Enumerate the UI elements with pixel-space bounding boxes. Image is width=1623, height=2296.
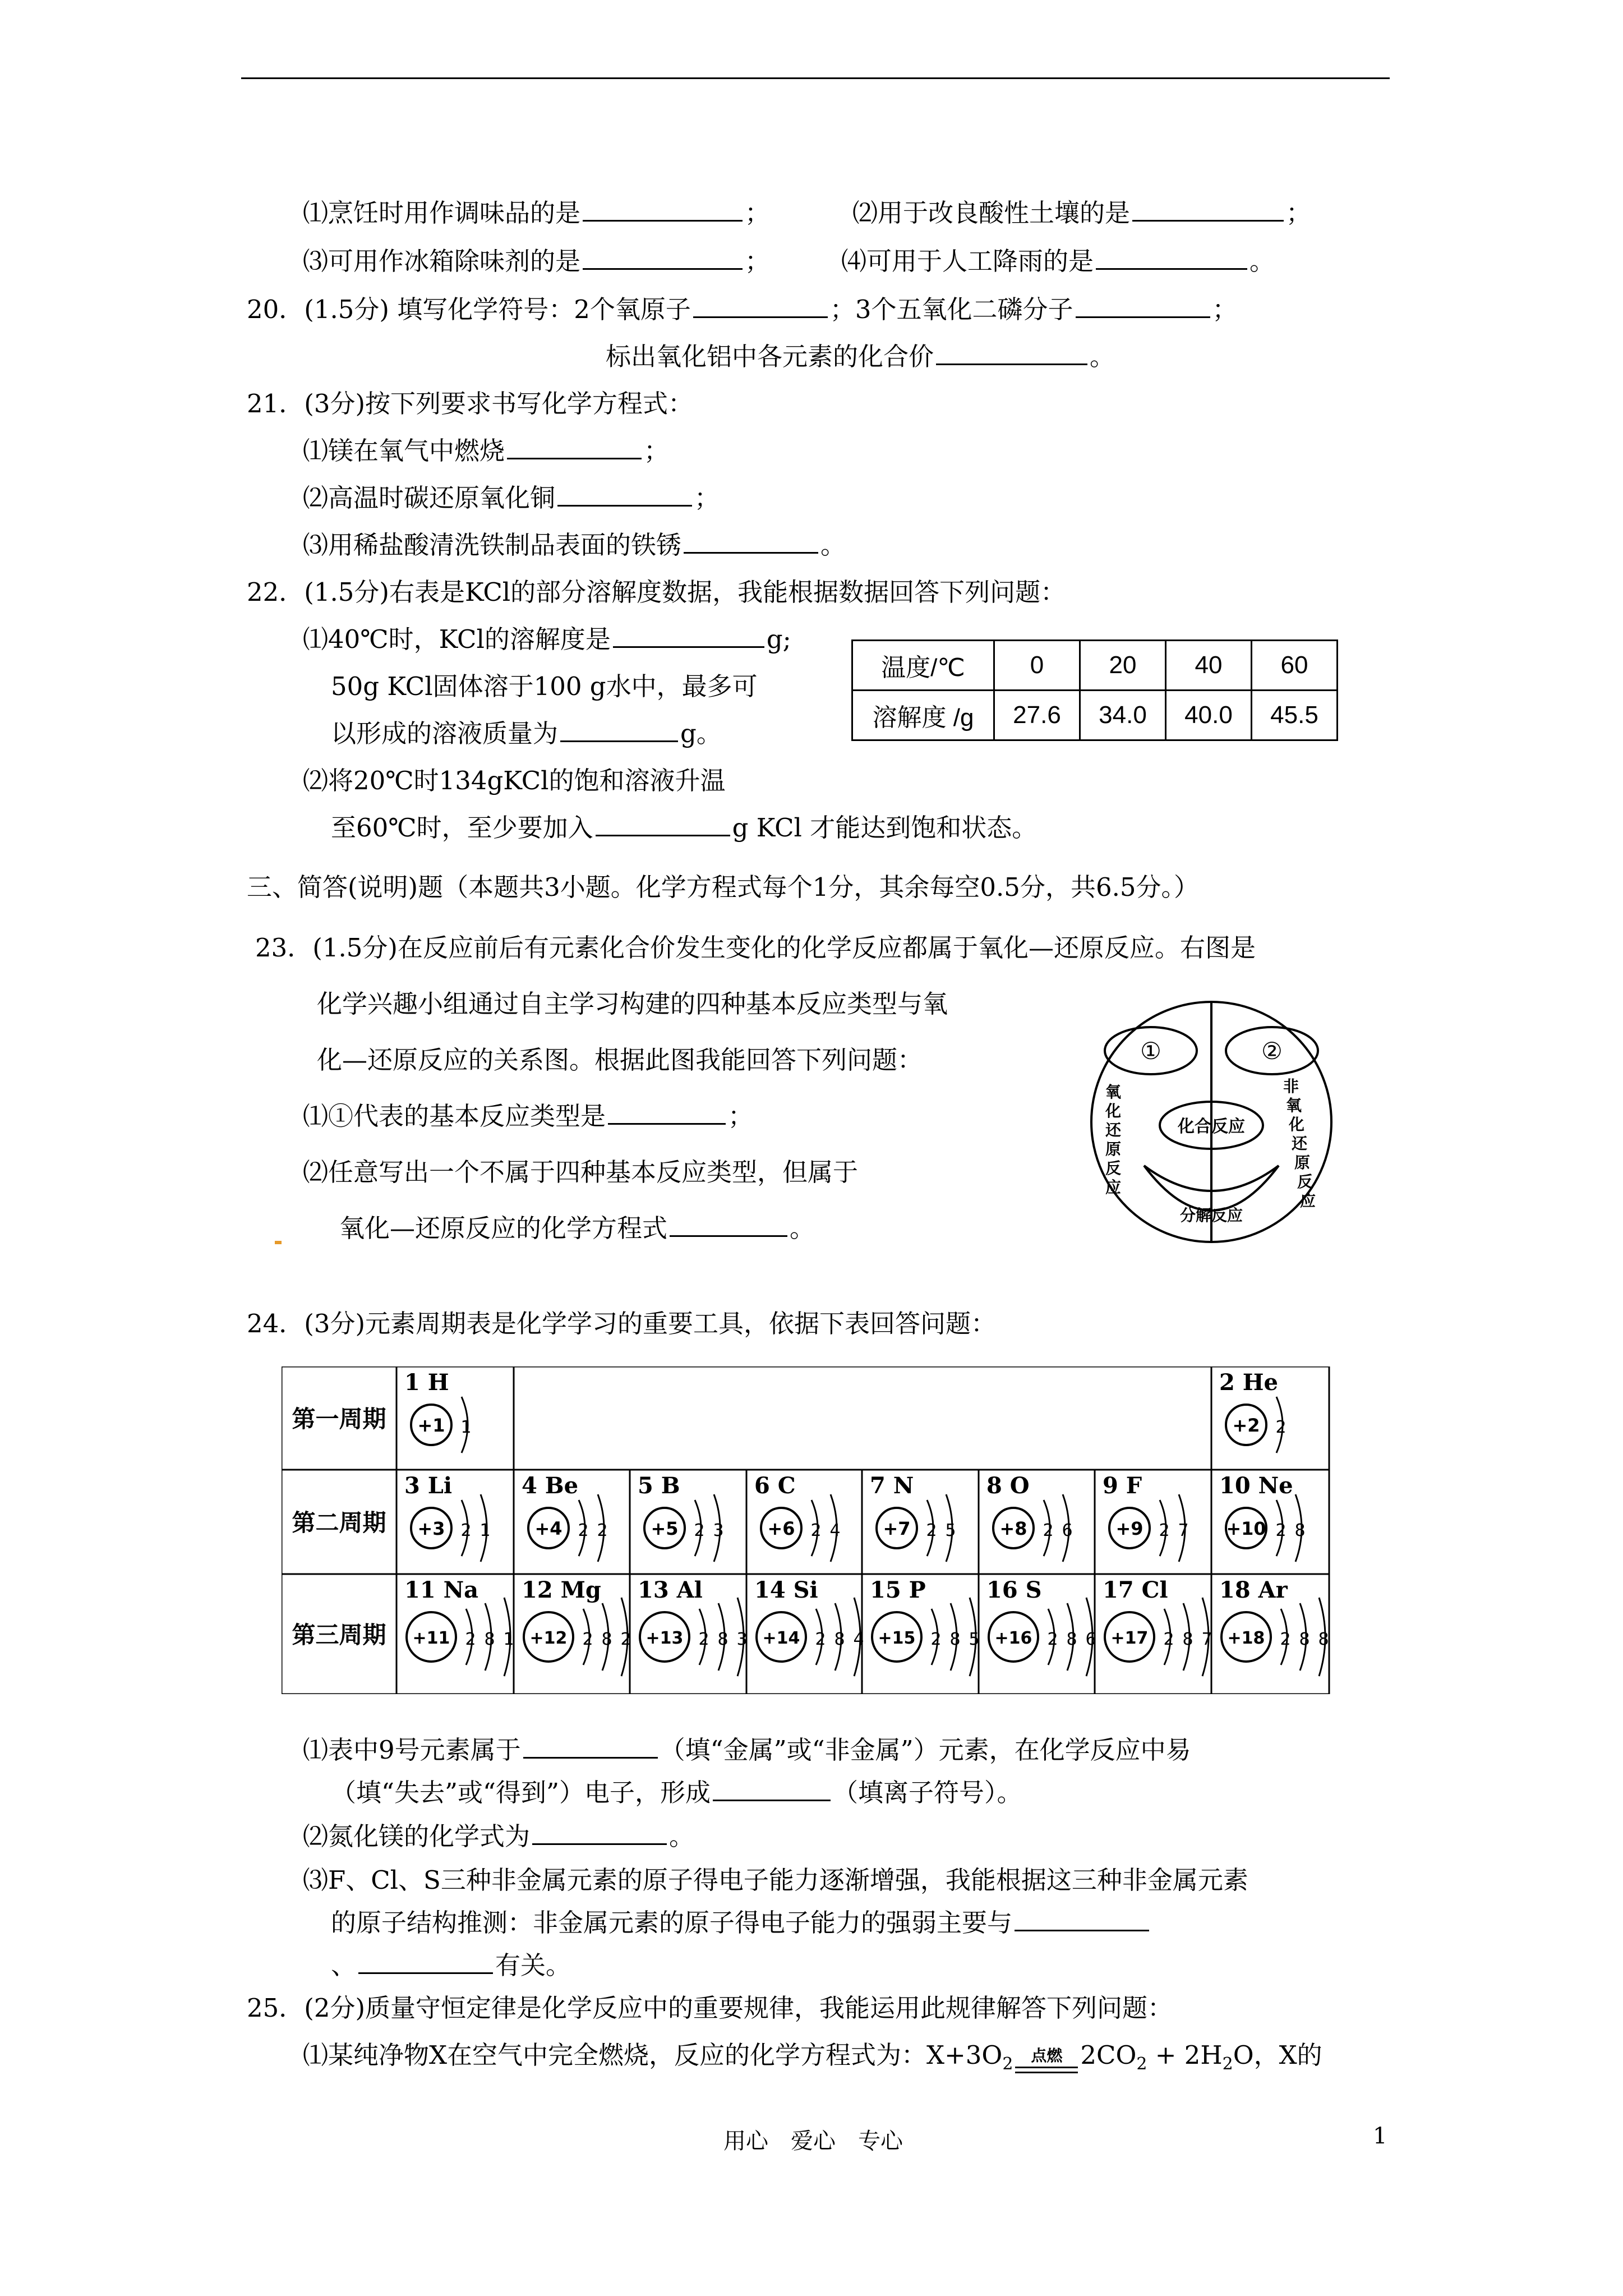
shell-electron-count: 7 bbox=[1201, 1630, 1212, 1649]
q21-head: 21．(3分)按下列要求书写化学方程式： bbox=[247, 389, 694, 418]
shell-electron-count: 6 bbox=[1062, 1521, 1073, 1540]
q23-line1: 23．(1.5分)在反应前后有元素化合价发生变化的化学反应都属于氧化—还原反应。右图是 bbox=[255, 933, 1256, 963]
element-label: 16 S bbox=[986, 1577, 1042, 1603]
answer-blank[interactable] bbox=[1132, 197, 1284, 222]
shell-electron-count: 1 bbox=[460, 1418, 472, 1437]
shell-electron-count: 2 bbox=[1275, 1521, 1287, 1540]
shell-electron-count: 2 bbox=[620, 1630, 631, 1649]
period-labels bbox=[292, 1405, 386, 1649]
nuclear-charge: +6 bbox=[767, 1518, 795, 1539]
element-cell bbox=[396, 1366, 514, 1470]
shell-electron-count: 2 bbox=[1159, 1521, 1170, 1540]
q23-line2: 化学兴趣小组通过自主学习构建的四种基本反应类型与氧 bbox=[317, 989, 948, 1019]
q24-line5: 的原子结构推测：非金属元素的原子得电子能力的强弱主要与 bbox=[331, 1906, 1151, 1940]
q23-line4: ⑴①代表的基本反应类型是 ； bbox=[303, 1101, 754, 1131]
shell-electron-count: 2 bbox=[930, 1630, 942, 1649]
svg-text:反: 反 bbox=[1105, 1159, 1122, 1177]
answer-blank[interactable] bbox=[693, 294, 828, 318]
period-label: 第二周期 bbox=[292, 1509, 386, 1536]
shell-electron-count: 5 bbox=[969, 1630, 980, 1649]
q20-line2: 标出氧化铝中各元素的化合价 。 bbox=[606, 342, 1115, 371]
answer-blank[interactable] bbox=[670, 1213, 787, 1237]
q22-line1: ⑴40℃时，KCl的溶解度是 g; bbox=[303, 624, 791, 654]
element-label: 6 C bbox=[754, 1473, 796, 1499]
q21-item1: ⑴镁在氧气中燃烧 ； bbox=[303, 436, 670, 466]
answer-blank[interactable] bbox=[507, 435, 642, 459]
element-label: 11 Na bbox=[404, 1577, 479, 1603]
shell-electron-count: 6 bbox=[1085, 1630, 1096, 1649]
shell-electron-count: 2 bbox=[1163, 1630, 1174, 1649]
shell-electron-count: 8 bbox=[1066, 1630, 1077, 1649]
element-cell bbox=[979, 1470, 1095, 1574]
answer-blank[interactable] bbox=[1015, 1907, 1149, 1931]
footer-motto: 用心 爱心 专心 bbox=[723, 2128, 903, 2154]
nuclear-charge: +3 bbox=[417, 1518, 445, 1539]
q22-head: 22．(1.5分)右表是KCl的部分溶解度数据，我能根据数据回答下列问题： bbox=[247, 577, 1066, 607]
element-cell bbox=[1095, 1470, 1211, 1574]
element-label: 3 Li bbox=[404, 1473, 453, 1499]
shell-electron-count: 8 bbox=[1182, 1630, 1193, 1649]
element-label: 17 Cl bbox=[1103, 1577, 1168, 1603]
shell-electron-count: 2 bbox=[810, 1521, 822, 1540]
svg-text:氧: 氧 bbox=[1285, 1096, 1302, 1115]
element-cell bbox=[862, 1574, 980, 1694]
element-label: 10 Ne bbox=[1219, 1473, 1293, 1499]
period-label: 第三周期 bbox=[292, 1621, 386, 1649]
q19-line2b: ⑷可用于人工降雨的是 。 bbox=[841, 246, 1275, 276]
periodic-table bbox=[282, 1366, 1350, 1694]
q24-line4: ⑶F、Cl、S三种非金属元素的原子得电子能力逐渐增强，我能根据这三种非金属元素 bbox=[303, 1865, 1248, 1895]
q22-line3: 以形成的溶液质量为 g。 bbox=[331, 719, 722, 748]
element-cell bbox=[746, 1574, 864, 1694]
redox-vertical-label bbox=[1105, 1083, 1122, 1197]
answer-blank[interactable] bbox=[557, 482, 692, 507]
shell-electron-count: 8 bbox=[834, 1630, 845, 1649]
element-cell bbox=[979, 1574, 1096, 1694]
q25-line1: ⑴某纯净物X在空气中完全燃烧，反应的化学方程式为：$X+3O_2$ 点燃 $2CO_2 + 2H_2O$，X的 bbox=[303, 2039, 1322, 2081]
answer-blank[interactable] bbox=[532, 1821, 667, 1845]
shell-electron-count: 2 bbox=[1280, 1630, 1291, 1649]
svg-text:还: 还 bbox=[1291, 1134, 1308, 1153]
shell-electron-count: 2 bbox=[698, 1630, 709, 1649]
shell-electron-count: 5 bbox=[945, 1521, 956, 1540]
shell-electron-count: 2 bbox=[694, 1521, 705, 1540]
shell-electron-count: 1 bbox=[479, 1521, 491, 1540]
nuclear-charge: +13 bbox=[645, 1628, 684, 1648]
shell-electron-count: 4 bbox=[829, 1521, 841, 1540]
nuclear-charge: +5 bbox=[651, 1518, 679, 1539]
decomposition-label: 分解反应 bbox=[1179, 1206, 1243, 1225]
nuclear-charge: +17 bbox=[1110, 1628, 1149, 1648]
table-row: 溶解度 /g 27.6 34.0 40.0 45.5 bbox=[852, 691, 1338, 740]
element-cell bbox=[630, 1470, 746, 1574]
answer-blank[interactable] bbox=[523, 1734, 658, 1759]
element-cell bbox=[1211, 1470, 1329, 1574]
combination-label: 化合反应 bbox=[1178, 1117, 1245, 1137]
element-label: 4 Be bbox=[522, 1473, 579, 1499]
element-cell bbox=[396, 1574, 514, 1694]
nuclear-charge: +16 bbox=[994, 1628, 1032, 1648]
shell-electron-count: 3 bbox=[736, 1630, 748, 1649]
shell-electron-count: 7 bbox=[1178, 1521, 1189, 1540]
nuclear-charge: +4 bbox=[534, 1518, 562, 1539]
element-label: 9 F bbox=[1103, 1473, 1142, 1499]
svg-text:还: 还 bbox=[1105, 1121, 1122, 1139]
element-cell bbox=[1211, 1366, 1329, 1470]
svg-text:原: 原 bbox=[1294, 1153, 1311, 1172]
shell-electron-count: 4 bbox=[853, 1630, 864, 1649]
q23-line5: ⑵任意写出一个不属于四种基本反应类型，但属于 bbox=[303, 1157, 859, 1187]
svg-text:化: 化 bbox=[1105, 1102, 1122, 1120]
answer-blank[interactable] bbox=[583, 197, 743, 222]
shell-electron-count: 1 bbox=[503, 1630, 514, 1649]
q19-line1: ⑴烹饪时用作调味品的是 ； bbox=[303, 198, 771, 228]
answer-blank[interactable] bbox=[596, 812, 730, 836]
element-label: 18 Ar bbox=[1219, 1577, 1288, 1603]
equals-sign bbox=[1015, 2067, 1078, 2073]
q24-line6: 、 有关。 bbox=[331, 1950, 571, 1980]
non-redox-vertical-label bbox=[1283, 1077, 1316, 1210]
nuclear-charge: +18 bbox=[1227, 1628, 1265, 1648]
table-row: 温度/℃ 0 20 40 60 bbox=[852, 641, 1338, 691]
shell-electron-count: 3 bbox=[713, 1521, 724, 1540]
nuclear-charge: +7 bbox=[883, 1518, 911, 1539]
q25-head: 25．(2分)质量守恒定律是化学反应中的重要规律，我能运用此规律解答下列问题： bbox=[247, 1993, 1173, 2023]
answer-blank[interactable] bbox=[358, 1950, 493, 1974]
element-label: 15 P bbox=[870, 1577, 926, 1603]
answer-blank[interactable] bbox=[608, 1101, 726, 1125]
element-label: 1 H bbox=[404, 1369, 449, 1396]
shell-electron-count: 2 bbox=[926, 1521, 937, 1540]
shell-electron-count: 2 bbox=[1043, 1521, 1054, 1540]
nuclear-charge: +9 bbox=[1115, 1518, 1144, 1539]
answer-blank[interactable] bbox=[936, 341, 1087, 365]
shell-electron-count: 8 bbox=[484, 1630, 495, 1649]
answer-blank[interactable] bbox=[1096, 246, 1247, 270]
answer-blank[interactable] bbox=[713, 1777, 831, 1801]
stray-mark bbox=[275, 1241, 282, 1244]
nuclear-charge: +10 bbox=[1226, 1518, 1266, 1539]
nuclear-charge: +11 bbox=[412, 1628, 450, 1648]
nuclear-charge: +1 bbox=[417, 1415, 445, 1436]
element-cell bbox=[514, 1470, 630, 1574]
element-cell bbox=[396, 1470, 514, 1574]
q24-head: 24．(3分)元素周期表是化学学习的重要工具，依据下表回答问题： bbox=[247, 1309, 997, 1338]
period-label: 第一周期 bbox=[292, 1405, 386, 1433]
nuclear-charge: +15 bbox=[878, 1628, 916, 1648]
q19-line1b: ⑵用于改良酸性土壤的是 ； bbox=[852, 198, 1312, 228]
region-2-label: ② bbox=[1261, 1037, 1283, 1065]
svg-text:原: 原 bbox=[1105, 1140, 1122, 1158]
nuclear-charge: +2 bbox=[1232, 1415, 1260, 1436]
page-number: 1 bbox=[1373, 2123, 1387, 2149]
answer-blank[interactable] bbox=[1076, 294, 1210, 318]
q21-item2: ⑵高温时碳还原氧化铜 ； bbox=[303, 483, 720, 513]
q19-line2: ⑶可用作冰箱除味剂的是 ； bbox=[303, 246, 771, 276]
nuclear-charge: +8 bbox=[999, 1518, 1027, 1539]
q22-line5: 至60℃时，至少要加入 g KCl 才能达到饱和状态。 bbox=[331, 813, 1038, 843]
shell-electron-count: 2 bbox=[578, 1521, 589, 1540]
shell-electron-count: 2 bbox=[815, 1630, 826, 1649]
solubility-table bbox=[851, 639, 1338, 741]
answer-blank[interactable] bbox=[583, 246, 743, 270]
answer-blank[interactable] bbox=[613, 624, 764, 648]
q24-line1: ⑴表中9号元素属于 （填“金属”或“非金属”）元素，在化学反应中易 bbox=[303, 1735, 1191, 1765]
element-label: 2 He bbox=[1219, 1369, 1278, 1396]
q22-line2: 50g KCl固体溶于100 g水中，最多可 bbox=[331, 671, 758, 701]
shell-electron-count: 2 bbox=[597, 1521, 608, 1540]
q21-item3: ⑶用稀盐酸清洗铁制品表面的铁锈 。 bbox=[303, 530, 846, 560]
shell-electron-count: 8 bbox=[601, 1630, 612, 1649]
shell-electron-count: 2 bbox=[1047, 1630, 1058, 1649]
element-label: 14 Si bbox=[754, 1577, 818, 1603]
svg-text:反: 反 bbox=[1297, 1172, 1313, 1191]
element-cell bbox=[862, 1470, 979, 1574]
element-cell bbox=[514, 1574, 631, 1694]
element-label: 8 O bbox=[986, 1473, 1030, 1499]
shell-electron-count: 8 bbox=[949, 1630, 961, 1649]
shell-electron-count: 2 bbox=[460, 1521, 472, 1540]
element-label: 7 N bbox=[870, 1473, 914, 1499]
shell-electron-count: 8 bbox=[717, 1630, 728, 1649]
region-1-label: ① bbox=[1140, 1037, 1161, 1065]
q20-line1: 20．(1.5分) 填写化学符号：2个氧原子 ；3个五氧化二磷分子 ； bbox=[247, 295, 1238, 324]
svg-text:非: 非 bbox=[1283, 1077, 1299, 1096]
nuclear-charge: +12 bbox=[529, 1628, 568, 1648]
shell-electron-count: 8 bbox=[1318, 1630, 1329, 1649]
element-label: 13 Al bbox=[638, 1577, 703, 1603]
shell-electron-count: 8 bbox=[1294, 1521, 1306, 1540]
svg-text:化: 化 bbox=[1288, 1115, 1305, 1134]
shell-electron-count: 2 bbox=[582, 1630, 593, 1649]
q23-line6: 氧化—还原反应的化学方程式 。 bbox=[339, 1213, 815, 1243]
q24-line2: （填“失去”或“得到”）电子，形成 （填离子符号）。 bbox=[331, 1778, 1022, 1807]
reaction-relationship-diagram bbox=[1060, 997, 1363, 1250]
answer-blank[interactable] bbox=[684, 530, 818, 554]
shell-electron-count: 2 bbox=[465, 1630, 476, 1649]
svg-text:应: 应 bbox=[1299, 1191, 1316, 1210]
section-3-heading: 三、简答(说明)题（本题共3小题。化学方程式每个1分，其余每空0.5分，共6.5分。） bbox=[247, 872, 1200, 902]
svg-text:氧: 氧 bbox=[1105, 1083, 1122, 1101]
element-cell bbox=[630, 1574, 748, 1694]
nuclear-charge: +14 bbox=[762, 1628, 800, 1648]
q23-line3: 化—还原反应的关系图。根据此图我能回答下列问题： bbox=[317, 1045, 923, 1075]
element-cell bbox=[1095, 1574, 1212, 1694]
q24-line3: ⑵氮化镁的化学式为 。 bbox=[303, 1821, 695, 1851]
element-cell bbox=[1211, 1574, 1329, 1694]
shell-electron-count: 2 bbox=[1275, 1418, 1287, 1437]
element-cells bbox=[396, 1366, 1329, 1694]
shell-electron-count: 8 bbox=[1299, 1630, 1310, 1649]
svg-text:应: 应 bbox=[1105, 1178, 1122, 1197]
answer-blank[interactable] bbox=[560, 718, 678, 742]
element-cell bbox=[746, 1470, 862, 1574]
q22-line4: ⑵将20℃时134gKCl的饱和溶液升温 bbox=[303, 766, 726, 795]
reaction-condition: 点燃 bbox=[1013, 2047, 1080, 2081]
element-label: 12 Mg bbox=[522, 1577, 601, 1603]
element-label: 5 B bbox=[638, 1473, 680, 1499]
header-rule bbox=[241, 77, 1390, 79]
